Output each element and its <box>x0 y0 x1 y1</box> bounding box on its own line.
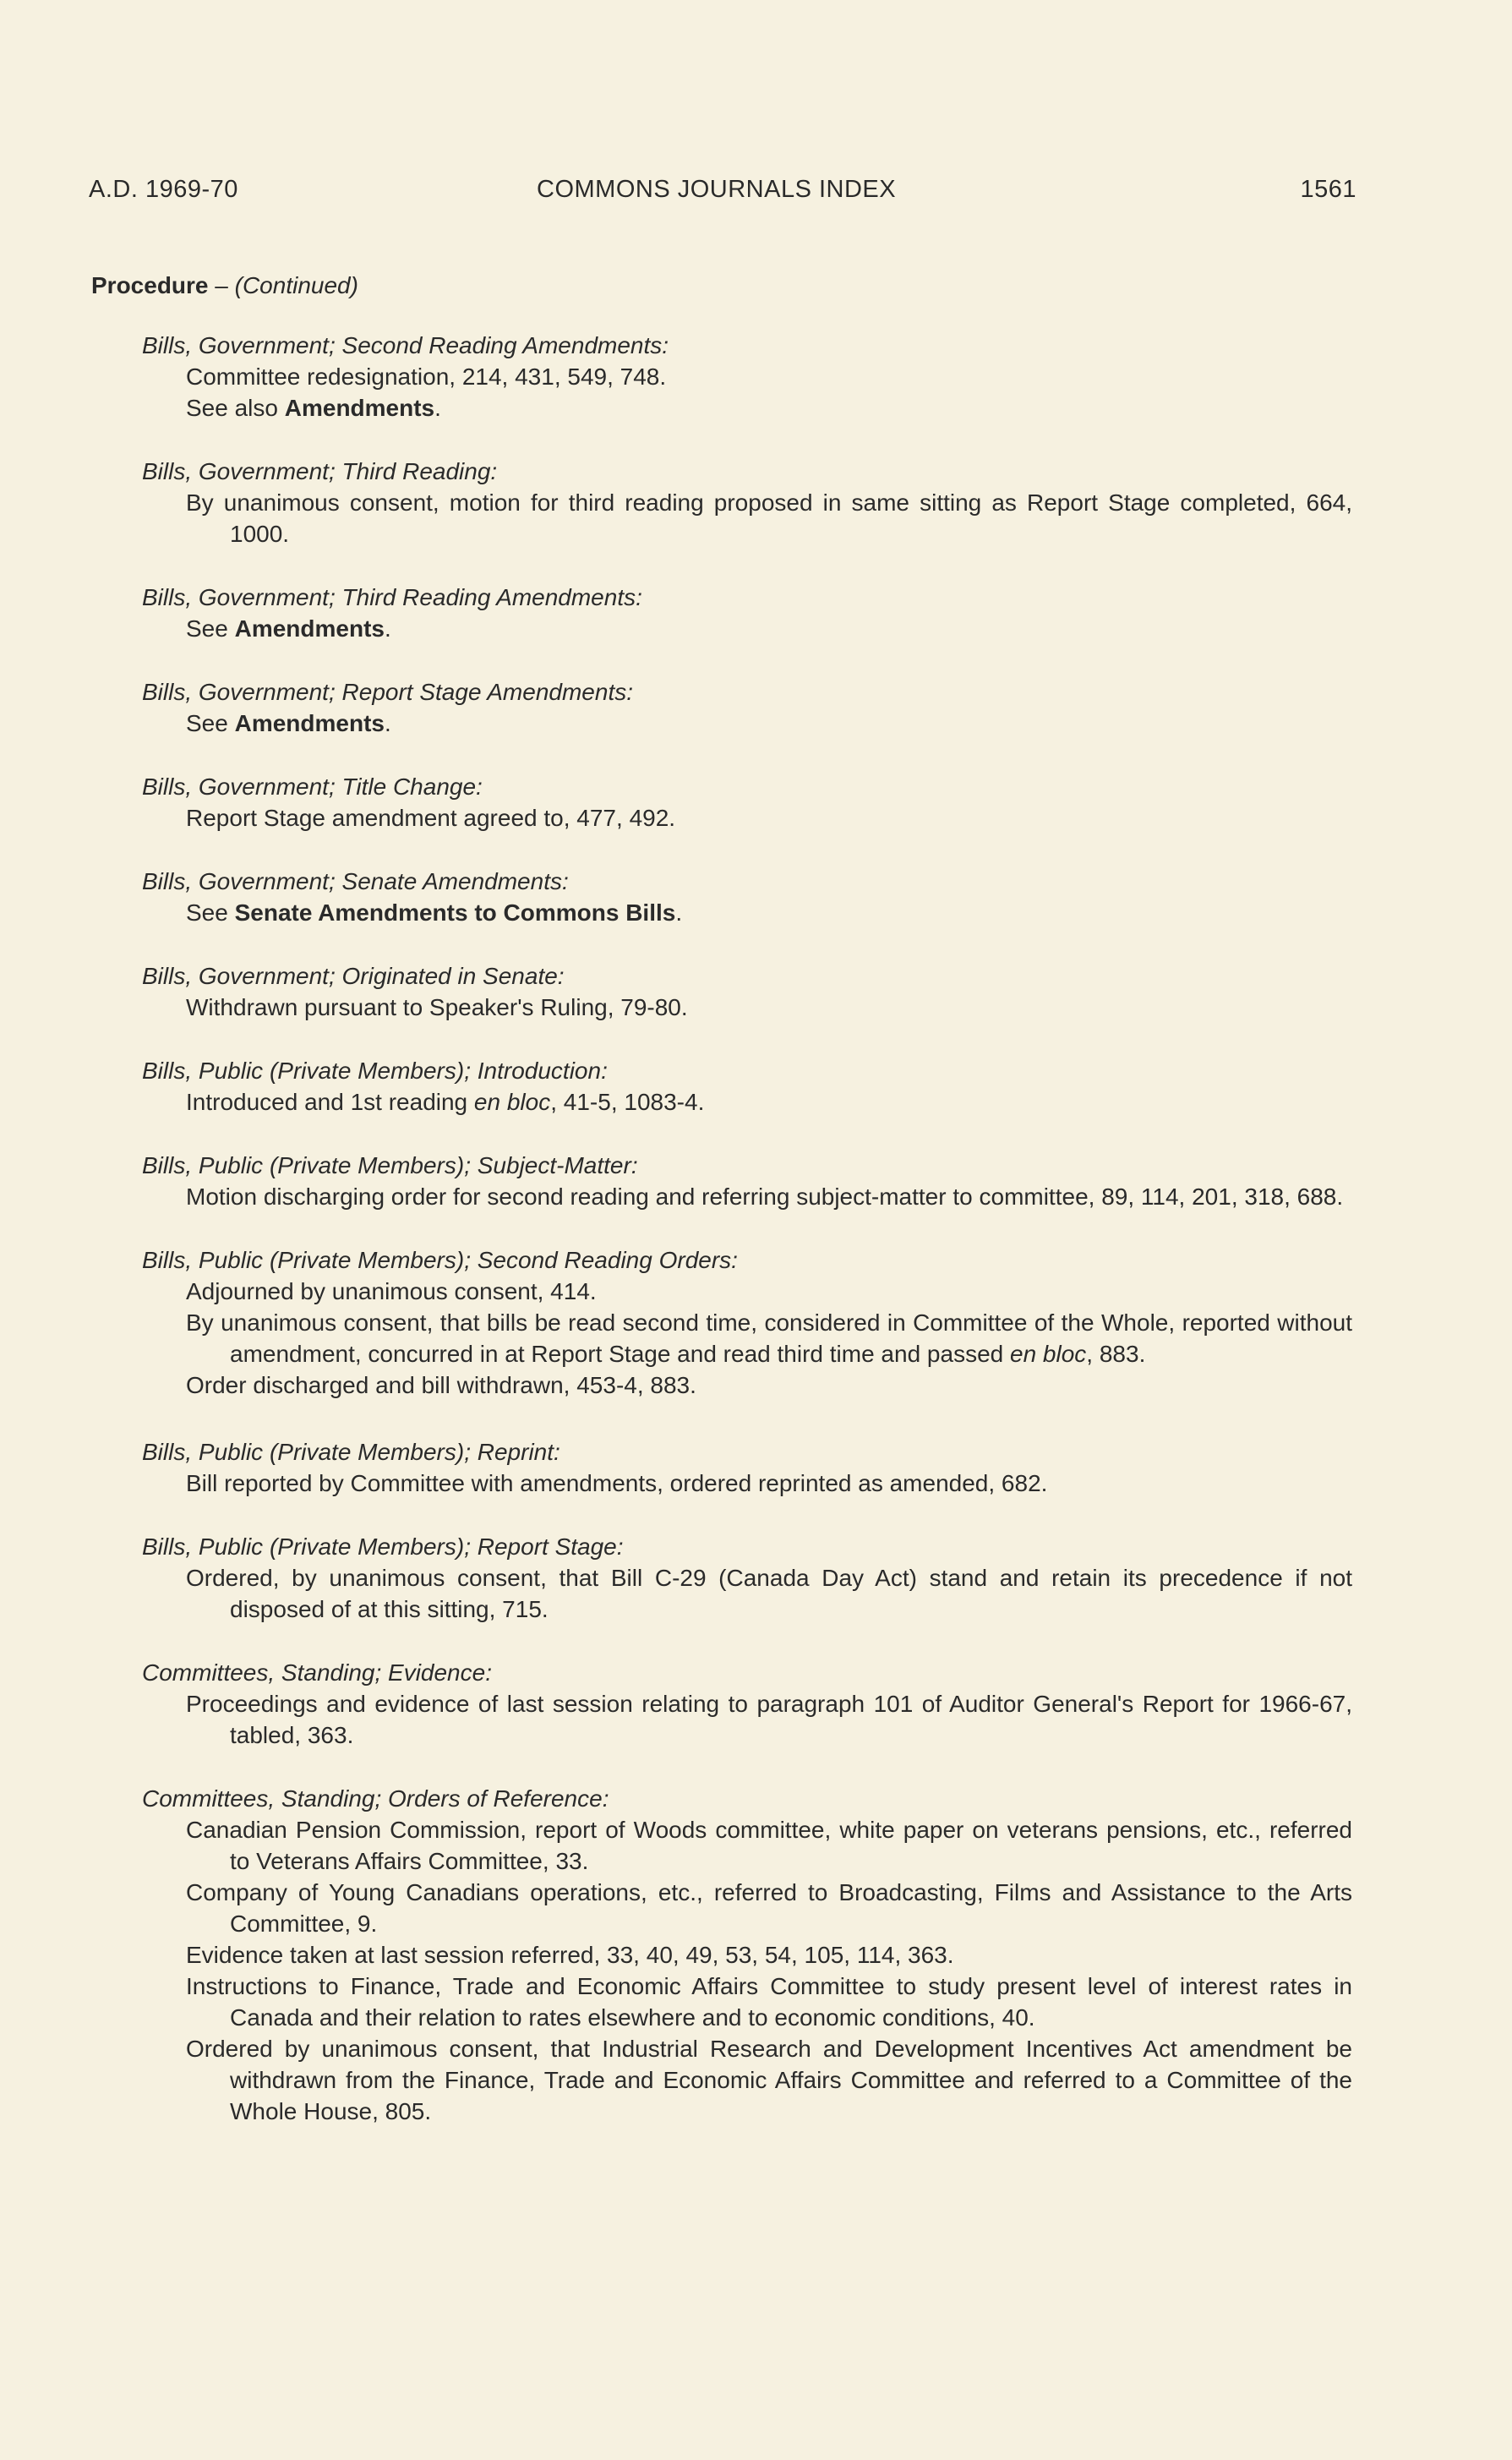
section-continued: (Continued) <box>234 272 358 298</box>
entry-heading: Bills, Public (Private Members); Subject-Matter: <box>142 1152 638 1178</box>
cross-reference: Amendments <box>284 395 435 421</box>
line-text: See <box>186 899 235 926</box>
index-entry <box>142 1150 1352 1212</box>
index-entry <box>142 330 1352 424</box>
index-entry <box>142 676 1352 739</box>
line-text: . <box>384 710 391 736</box>
entry-line: Proceedings and evidence of last session relating to paragraph 101 of Auditor General's Report for 1966-67, tabled, 363. <box>186 1691 1352 1748</box>
entry-heading: Committees, Standing; Orders of Reference: <box>142 1785 609 1812</box>
entry-line: By unanimous consent, motion for third reading proposed in same sitting as Report Stage completed, 664, 1000. <box>186 489 1352 547</box>
line-text: See <box>186 615 235 642</box>
line-text: . <box>434 395 441 421</box>
entry-heading: Bills, Government; Third Reading Amendments: <box>142 584 642 610</box>
entry-heading: Bills, Public (Private Members); Reprint: <box>142 1439 560 1465</box>
entry-heading: Bills, Government; Title Change: <box>142 774 483 800</box>
entry-line: Report Stage amendment agreed to, 477, 492. <box>186 805 676 831</box>
index-entry <box>142 456 1352 549</box>
section-title <box>91 272 358 299</box>
entry-line: Ordered, by unanimous consent, that Bill C-29 (Canada Day Act) stand and retain its precedence if not disposed of at this sitting, 715. <box>186 1565 1352 1622</box>
italic-term: en bloc <box>473 1089 551 1115</box>
entry-heading: Bills, Public (Private Members); Report Stage: <box>142 1533 624 1560</box>
index-entries <box>142 330 1352 2159</box>
entry-line: Instructions to Finance, Trade and Economic Affairs Committee to study present level of interest rates in Canada and their relation to rates elsewhere and to economic conditions, 40. <box>186 1973 1352 2031</box>
entry-line: Ordered by unanimous consent, that Industrial Research and Development Incentives Act amendment be withdrawn from the Finance, Trade and Economic Affairs Committee and referred to a Committee of the Whole House, 805. <box>186 2036 1352 2124</box>
page-header <box>89 176 1356 210</box>
entry-line <box>186 1086 1352 1118</box>
entry-heading: Bills, Government; Originated in Senate: <box>142 963 565 989</box>
entry-heading: Bills, Government; Senate Amendments: <box>142 868 569 894</box>
entry-heading: Bills, Government; Third Reading: <box>142 458 498 484</box>
entry-line <box>186 613 1352 644</box>
index-entry <box>142 866 1352 928</box>
line-text: , 41-5, 1083-4. <box>550 1089 705 1115</box>
entry-line: Bill reported by Committee with amendments, ordered reprinted as amended, 682. <box>186 1470 1048 1496</box>
entry-line: Motion discharging order for second reading and referring subject-matter to committee, 89, 114, 201, 318, 688. <box>186 1184 1344 1210</box>
index-entry <box>142 1657 1352 1751</box>
entry-line <box>186 1307 1352 1369</box>
entry-heading: Bills, Public (Private Members); Introduction: <box>142 1058 608 1084</box>
index-entry <box>142 1436 1352 1499</box>
header-title: COMMONS JOURNALS INDEX <box>537 176 897 203</box>
line-text: See <box>186 710 235 736</box>
entry-heading: Bills, Public (Private Members); Second Reading Orders: <box>142 1247 738 1273</box>
line-text: See also <box>186 395 285 421</box>
header-date: A.D. 1969-70 <box>89 176 238 203</box>
index-entry <box>142 582 1352 644</box>
line-text: . <box>384 615 391 642</box>
line-text: By unanimous consent, that bills be read second time, considered in Committee of the Whole, reported without amendment, concurred in at Report Stage and read third time and passed <box>186 1309 1352 1367</box>
page-number: 1561 <box>1300 176 1356 203</box>
entry-line: Adjourned by unanimous consent, 414. <box>186 1278 597 1304</box>
section-dash: – <box>208 272 235 298</box>
index-entry <box>142 771 1352 834</box>
entry-line: Evidence taken at last session referred, 33, 40, 49, 53, 54, 105, 114, 363. <box>186 1942 954 1968</box>
entry-line <box>186 708 1352 739</box>
index-entry <box>142 960 1352 1023</box>
cross-reference: Amendments <box>234 615 385 642</box>
entry-heading: Bills, Government; Second Reading Amendments: <box>142 332 669 358</box>
entry-line: Canadian Pension Commission, report of Woods committee, white paper on veterans pensions, etc., referred to Veterans Affairs Committee, 33. <box>186 1817 1352 1874</box>
entry-line <box>186 392 1352 424</box>
entry-heading: Committees, Standing; Evidence: <box>142 1659 492 1686</box>
line-text: . <box>675 899 683 926</box>
entry-line: Committee redesignation, 214, 431, 549, 748. <box>186 364 667 390</box>
line-text: , 883. <box>1086 1341 1146 1367</box>
entry-line <box>186 897 1352 928</box>
index-entry <box>142 1055 1352 1118</box>
index-entry <box>142 1244 1352 1401</box>
index-entry <box>142 1531 1352 1625</box>
entry-line: Withdrawn pursuant to Speaker's Ruling, 79-80. <box>186 994 688 1020</box>
entry-line: Order discharged and bill withdrawn, 453-4, 883. <box>186 1372 696 1398</box>
entry-heading: Bills, Government; Report Stage Amendments: <box>142 679 633 705</box>
cross-reference: Senate Amendments to Commons Bills <box>234 899 676 926</box>
italic-term: en bloc <box>1010 1341 1087 1367</box>
entry-line: Company of Young Canadians operations, etc., referred to Broadcasting, Films and Assistance to the Arts Committee, 9. <box>186 1879 1352 1937</box>
index-entry <box>142 1783 1352 2127</box>
cross-reference: Amendments <box>234 710 385 736</box>
section-name: Procedure <box>91 272 209 298</box>
line-text: Introduced and 1st reading <box>186 1089 474 1115</box>
